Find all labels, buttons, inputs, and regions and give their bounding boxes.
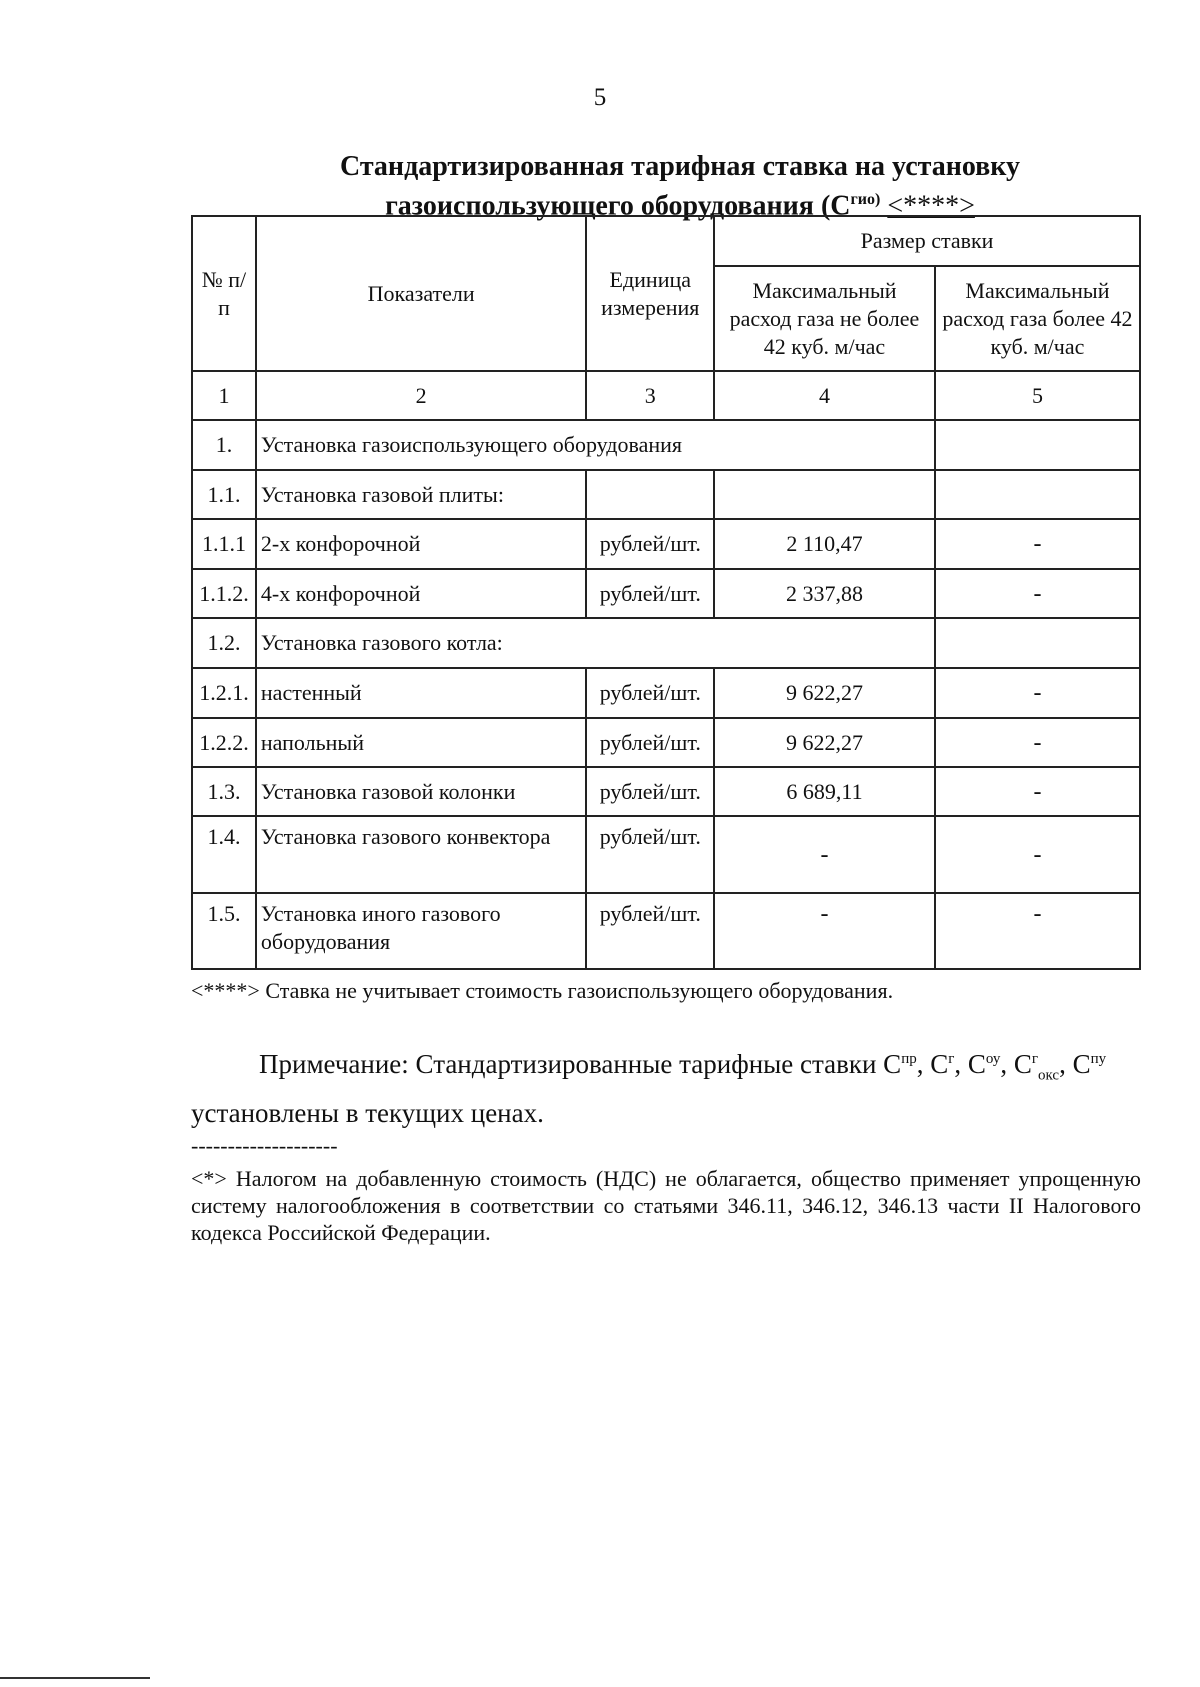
row-value-4: 9 622,27	[714, 718, 935, 767]
note-sep: , С	[1059, 1049, 1091, 1079]
row-value-5: -	[935, 519, 1140, 569]
row-value-5: -	[935, 816, 1140, 893]
note-prefix: Примечание: Стандартизированные тарифные ставки С	[259, 1049, 902, 1079]
title-superscript: гио)	[850, 191, 881, 208]
note-sup: г	[948, 1051, 955, 1067]
table-footnote: <****> Ставка не учитывает стоимость газоиспользующего оборудования.	[191, 978, 894, 1003]
title-line-2-text: газоиспользующего оборудования (С	[385, 190, 851, 222]
note-sep: , С	[1000, 1049, 1032, 1079]
row-name: 4-х конфорочной	[256, 569, 587, 618]
table-row	[192, 618, 1140, 668]
tariff-table	[191, 215, 1141, 970]
row-name: Установка газоиспользующего оборудования	[256, 420, 935, 470]
table-row	[192, 767, 1140, 816]
col-number: 3	[586, 371, 714, 420]
row-value-5	[935, 420, 1140, 470]
row-value-5: -	[935, 668, 1140, 718]
row-value-4: -	[714, 816, 935, 893]
row-num: 1.1.2.	[192, 569, 256, 618]
row-unit: рублей/шт.	[586, 519, 714, 569]
title-line-1: Стандартизированная тарифная ставка на установку	[339, 151, 1021, 182]
table-row	[192, 569, 1140, 618]
row-name: Установка газового котла:	[256, 618, 935, 668]
col-number: 1	[192, 371, 256, 420]
row-num: 1.5.	[192, 893, 256, 969]
row-name: настенный	[256, 668, 587, 718]
row-value-4: 6 689,11	[714, 767, 935, 816]
table-row	[192, 470, 1140, 519]
row-value-5: -	[935, 569, 1140, 618]
row-value-4: 2 337,88	[714, 569, 935, 618]
header-indicators: Показатели	[256, 216, 587, 371]
row-value-5: -	[935, 718, 1140, 767]
note-sup: пу	[1090, 1051, 1107, 1067]
row-num: 1.3.	[192, 767, 256, 816]
note-suffix: установлены в текущих ценах.	[191, 1098, 544, 1129]
vat-footnote: <*> Налогом на добавленную стоимость (НДС) не облагается, общество применяет упрощенную систему налогообложения в соответствии со статьями 346.11, 346.12, 346.13 части II Налогового кодекса Российской Федерации.	[191, 1166, 1141, 1245]
table-row	[192, 519, 1140, 569]
row-value-5	[935, 470, 1140, 519]
col-number: 2	[256, 371, 587, 420]
table-row	[192, 893, 1140, 969]
header-col4: Максимальный расход газа не более 42 куб. м/час	[714, 266, 935, 371]
page-number: 5	[593, 84, 607, 111]
row-unit: рублей/шт.	[586, 668, 714, 718]
row-num: 1.2.	[192, 618, 256, 668]
row-num: 1.	[192, 420, 256, 470]
table-row	[192, 420, 1140, 470]
col-number: 4	[714, 371, 935, 420]
document-title	[180, 150, 1180, 222]
row-name: напольный	[256, 718, 587, 767]
row-name: Установка газовой плиты:	[256, 470, 587, 519]
row-num: 1.2.2.	[192, 718, 256, 767]
row-value-5: -	[935, 767, 1140, 816]
row-name: Установка газового конвектора	[256, 816, 587, 893]
note-sup: г	[1031, 1051, 1039, 1067]
row-value-5	[935, 618, 1140, 668]
row-num: 1.1.1	[192, 519, 256, 569]
row-value-4: 9 622,27	[714, 668, 935, 718]
header-unit: Единица измерения	[586, 216, 714, 371]
row-value-4: 2 110,47	[714, 519, 935, 569]
note-paragraph	[191, 1040, 1141, 1132]
row-unit: рублей/шт.	[586, 893, 714, 969]
row-name: 2-х конфорочной	[256, 519, 587, 569]
row-num: 1.4.	[192, 816, 256, 893]
table-row	[192, 718, 1140, 767]
bottom-edge-line	[0, 1677, 150, 1679]
col-number: 5	[935, 371, 1140, 420]
row-name: Установка иного газового оборудования	[256, 893, 587, 969]
header-rate-size: Размер ставки	[714, 216, 1140, 266]
title-footnote-marker: <****>	[887, 190, 975, 222]
row-value-4: -	[714, 893, 935, 969]
table-row	[192, 816, 1140, 893]
row-value-4	[714, 470, 935, 519]
row-num: 1.2.1.	[192, 668, 256, 718]
row-num: 1.1.	[192, 470, 256, 519]
note-sup: оу	[985, 1051, 1001, 1067]
note-sep: , С	[916, 1049, 949, 1079]
row-unit: рублей/шт.	[586, 569, 714, 618]
note-sup: пр	[901, 1051, 917, 1067]
footnote-divider: --------------------	[191, 1133, 338, 1158]
note-sep: , С	[954, 1049, 986, 1079]
row-name: Установка газовой колонки	[256, 767, 587, 816]
row-unit	[586, 470, 714, 519]
row-unit: рублей/шт.	[586, 816, 714, 893]
note-sub: окс	[1038, 1067, 1060, 1084]
header-num: № п/п	[192, 216, 256, 371]
table-row	[192, 668, 1140, 718]
header-col5: Максимальный расход газа более 42 куб. м/час	[935, 266, 1140, 371]
row-unit: рублей/шт.	[586, 718, 714, 767]
row-value-5: -	[935, 893, 1140, 969]
row-unit: рублей/шт.	[586, 767, 714, 816]
